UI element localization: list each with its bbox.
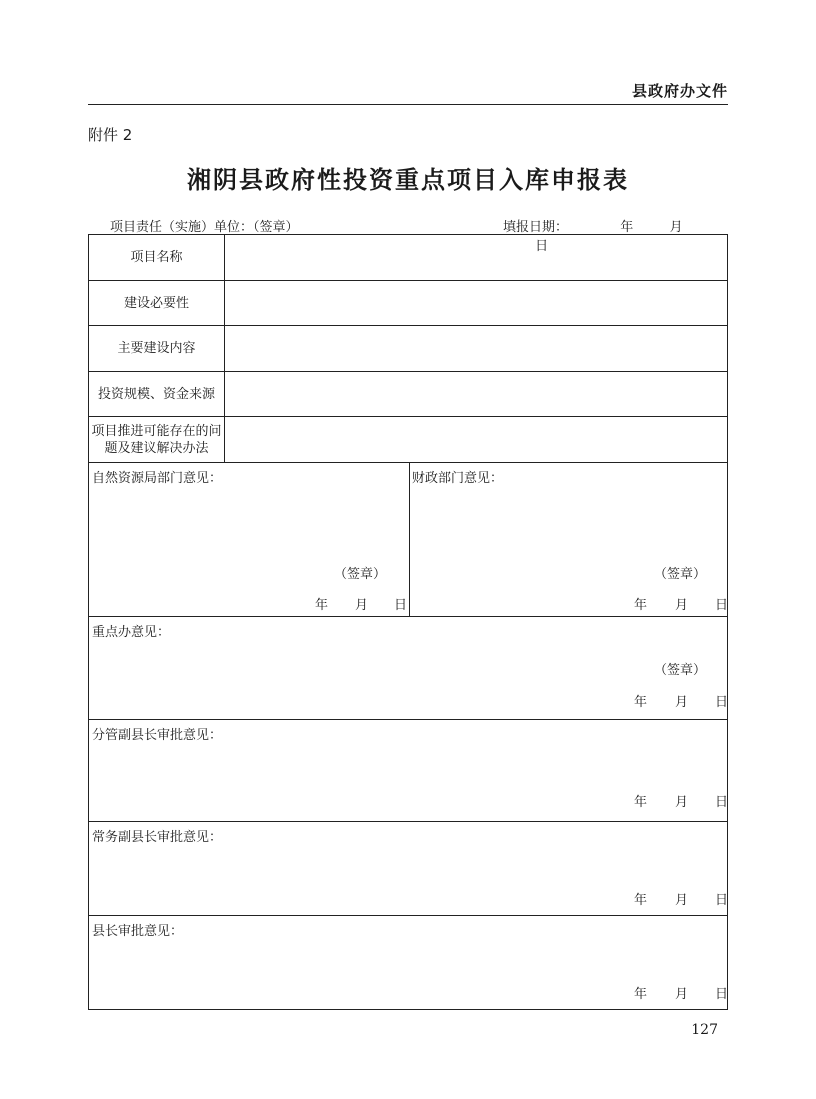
finance-seal: （签章）: [654, 567, 707, 582]
date-day: 日: [715, 987, 729, 1002]
date-day: 日: [715, 795, 729, 810]
fill-date-month: 月: [669, 220, 683, 235]
row-label: 投资规模、资金来源: [89, 372, 225, 416]
row-label: 主要建设内容: [89, 326, 225, 371]
fill-date-year: 年: [620, 220, 634, 235]
investment-field[interactable]: [225, 372, 727, 416]
attachment-label: 附件 2: [88, 126, 133, 144]
natural-resources-seal: （签章）: [334, 567, 387, 582]
date-month: 月: [675, 893, 689, 908]
running-header: 县政府办文件: [631, 82, 728, 100]
date-day: 日: [715, 893, 729, 908]
row-label: 项目推进可能存在的问题及建议解决办法: [89, 417, 225, 462]
natural-resources-date: [315, 594, 408, 613]
key-office-opinion-label: 重点办意见：: [92, 625, 171, 640]
date-month: 月: [355, 598, 369, 613]
row-issues: [89, 417, 727, 463]
deputy-county-head-opinion-label: 分管副县长审批意见：: [92, 728, 223, 743]
date-year: 年: [634, 598, 648, 613]
date-month: 月: [675, 987, 689, 1002]
column-divider: [409, 463, 410, 616]
date-year: 年: [634, 893, 648, 908]
header-rule: [88, 104, 728, 105]
project-name-field[interactable]: [225, 235, 727, 280]
row-label: 建设必要性: [89, 281, 225, 325]
row-executive-deputy-opinion: [89, 822, 727, 916]
document-title: 湘阴县政府性投资重点项目入库申报表: [187, 165, 629, 194]
date-year: 年: [634, 987, 648, 1002]
date-month: 月: [675, 795, 689, 810]
content-field[interactable]: [225, 326, 727, 371]
deputy-county-head-date: [634, 791, 729, 810]
executive-deputy-opinion-label: 常务副县长审批意见：: [92, 830, 223, 845]
row-label: 项目名称: [89, 235, 225, 280]
fill-date-day: 日: [535, 239, 549, 254]
county-head-date: [634, 983, 729, 1002]
executive-deputy-date: [634, 889, 729, 908]
row-project-name: [89, 235, 727, 281]
row-investment: [89, 372, 727, 417]
finance-opinion-label: 财政部门意见：: [412, 471, 504, 486]
date-month: 月: [675, 598, 689, 613]
row-content: [89, 326, 727, 372]
page-number: 127: [691, 1022, 718, 1038]
issues-field[interactable]: [225, 417, 727, 462]
natural-resources-opinion-label: 自然资源局部门意见：: [92, 471, 223, 486]
date-year: 年: [315, 598, 329, 613]
responsible-unit-label: 项目责任（实施）单位：（签章）: [110, 220, 299, 235]
row-department-opinions: [89, 463, 727, 617]
row-deputy-county-head-opinion: [89, 720, 727, 822]
fill-date-label: 填报日期：: [503, 220, 569, 235]
row-county-head-opinion: [89, 916, 727, 1009]
date-day: 日: [394, 598, 408, 613]
date-month: 月: [675, 695, 689, 710]
necessity-field[interactable]: [225, 281, 727, 325]
county-head-opinion-label: 县长审批意见：: [92, 924, 184, 939]
key-office-date: [634, 691, 729, 710]
key-office-seal: （签章）: [654, 663, 707, 678]
row-key-office-opinion: [89, 617, 727, 720]
date-year: 年: [634, 695, 648, 710]
date-day: 日: [715, 695, 729, 710]
application-form: [88, 234, 728, 1010]
finance-date: [634, 594, 729, 613]
date-year: 年: [634, 795, 648, 810]
row-necessity: [89, 281, 727, 326]
date-day: 日: [715, 598, 729, 613]
